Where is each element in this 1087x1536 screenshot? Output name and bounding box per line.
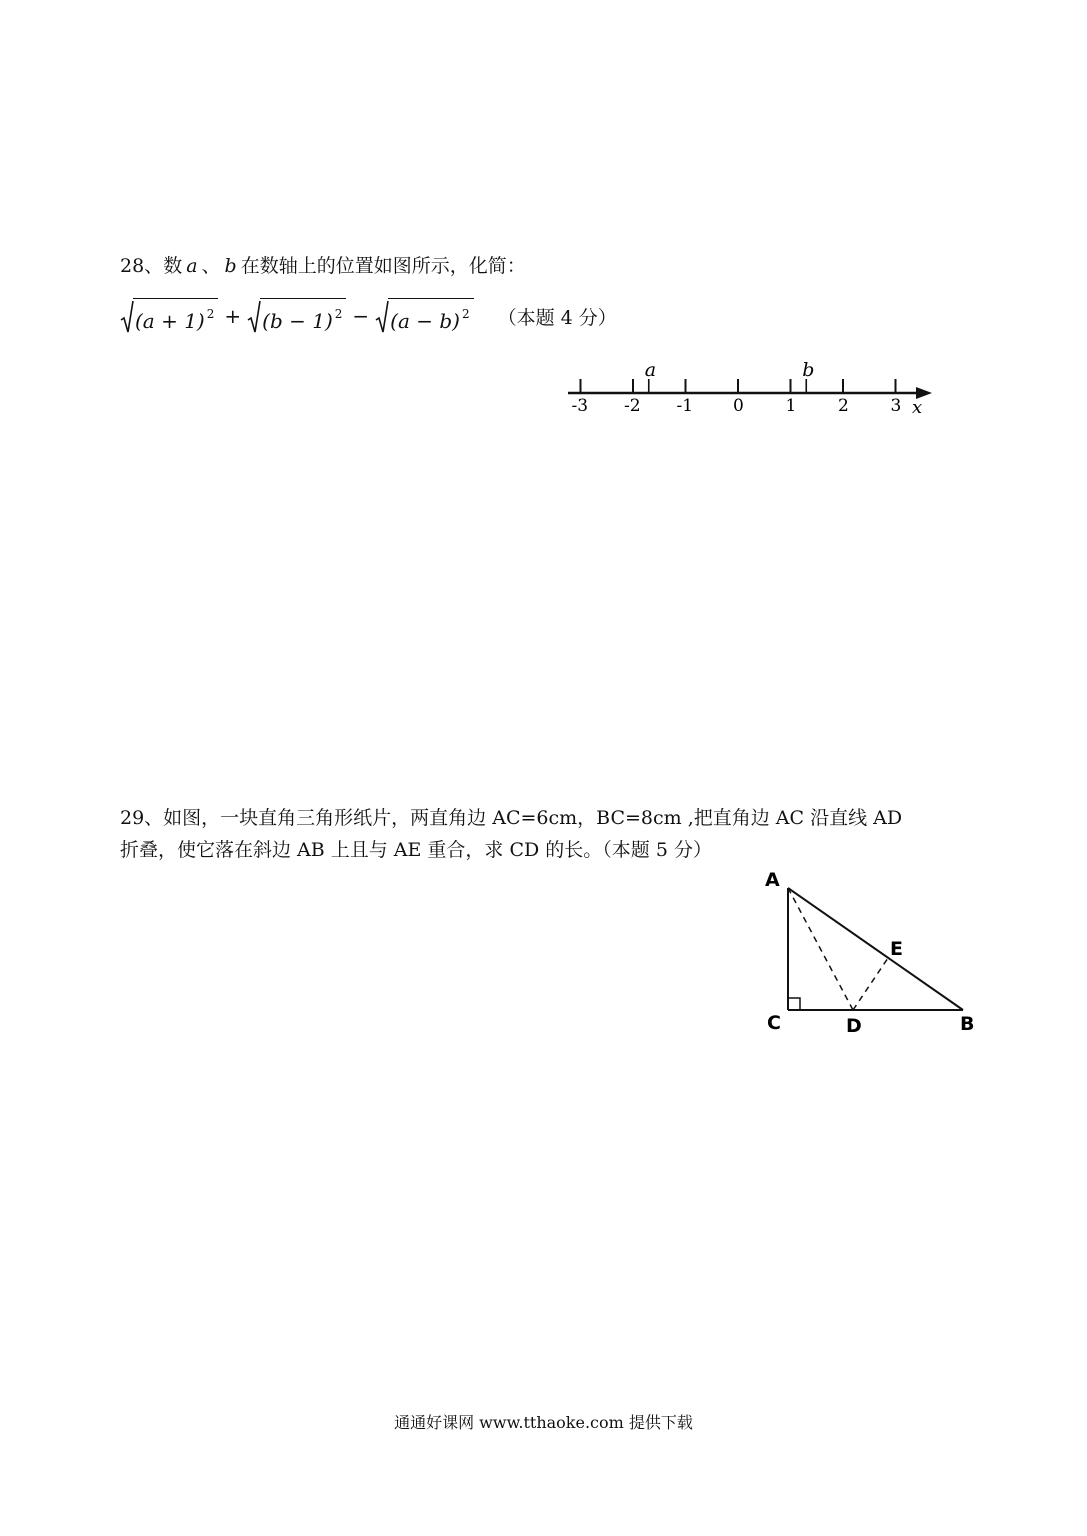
tick-label: -2 [624, 396, 641, 416]
radicand-3: (a − b) [390, 309, 460, 333]
radical-2 [247, 298, 346, 334]
q28-prompt [120, 252, 526, 280]
vertex-label-b: B [960, 1013, 975, 1035]
tick-label: 2 [838, 396, 849, 416]
vertex-label-e: E [890, 938, 903, 960]
exponent-3: 2 [461, 307, 470, 321]
q28-number: 28、 [120, 255, 164, 277]
radical-1 [120, 298, 218, 334]
vertex-label-a: A [765, 869, 780, 891]
radical-sign-icon [120, 300, 134, 334]
triangle-diagram [755, 866, 985, 1041]
fold-line-ad [788, 888, 853, 1010]
operator-plus: + [224, 304, 242, 328]
radical-sign-icon [247, 300, 261, 334]
operator-minus: − [352, 304, 370, 328]
tick-label: -3 [571, 396, 589, 416]
tick-label: 1 [785, 396, 797, 416]
radical-3 [375, 298, 473, 334]
radical-sign-icon [375, 300, 389, 334]
q28-var-b: b [224, 255, 237, 277]
tick-label: 3 [890, 396, 902, 416]
radicand-1: (a + 1) [135, 309, 205, 333]
right-angle-mark-icon [788, 998, 800, 1010]
exponent-1: 2 [206, 307, 215, 321]
side-ab [788, 888, 963, 1010]
radicand-2: (b − 1) [262, 309, 333, 333]
number-line [560, 355, 940, 420]
axis-label-x: x [912, 397, 923, 418]
q28-expression [120, 296, 617, 336]
q28-score: （本题 4 分） [497, 306, 617, 329]
vertex-label-d: D [846, 1015, 862, 1037]
q28-text-1: 数 [163, 255, 183, 277]
point-label-a: a [644, 359, 657, 381]
vertex-label-c: C [767, 1012, 781, 1034]
q29-line-2: 折叠，使它落在斜边 AB 上且与 AE 重合，求 CD 的长。（本题 5 分） [120, 839, 712, 861]
tick-label: -1 [676, 396, 694, 416]
exponent-2: 2 [334, 307, 343, 321]
q28-text-3: 在数轴上的位置如图所示，化简： [240, 255, 526, 277]
tick-label: 0 [733, 396, 744, 416]
q28-var-a: a [186, 255, 198, 277]
segment-de [853, 958, 888, 1010]
q28-text-2: 、 [201, 255, 221, 277]
page-footer: 通通好课网 www.tthaoke.com 提供下载 [394, 1413, 693, 1432]
point-label-b: b [802, 359, 815, 381]
q29-line-1: 29、如图，一块直角三角形纸片，两直角边 AC=6cm，BC=8cm ,把直角边 AC 沿直线 AD [120, 807, 903, 829]
